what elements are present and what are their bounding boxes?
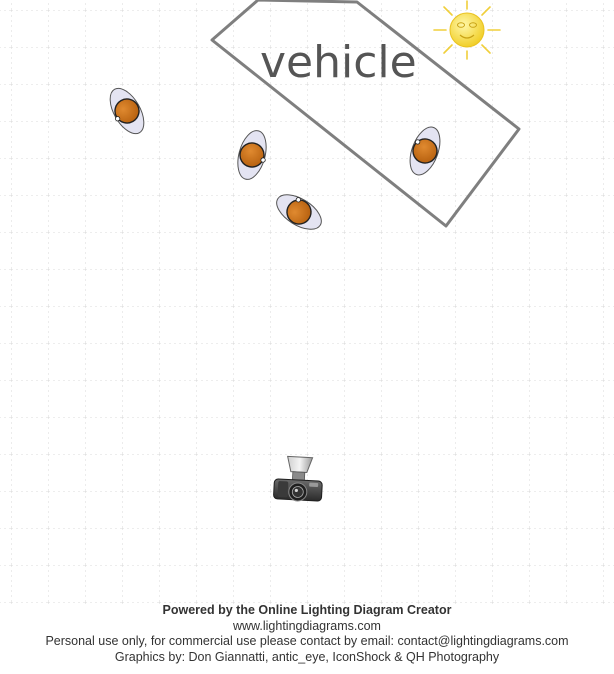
license-text: Personal use only, for commercial use please contact by email: contact@lightingdiagrams.com — [45, 634, 569, 648]
website-url[interactable]: www.lightingdiagrams.com — [233, 618, 381, 633]
powered-by-text: Powered by the Online Lighting Diagram Creator — [162, 603, 452, 617]
credits-text: Graphics by: Don Giannatti, antic_eye, IconShock & QH Photography — [114, 649, 500, 664]
vehicle-label: vehicle — [260, 37, 417, 88]
footer — [0, 603, 614, 665]
